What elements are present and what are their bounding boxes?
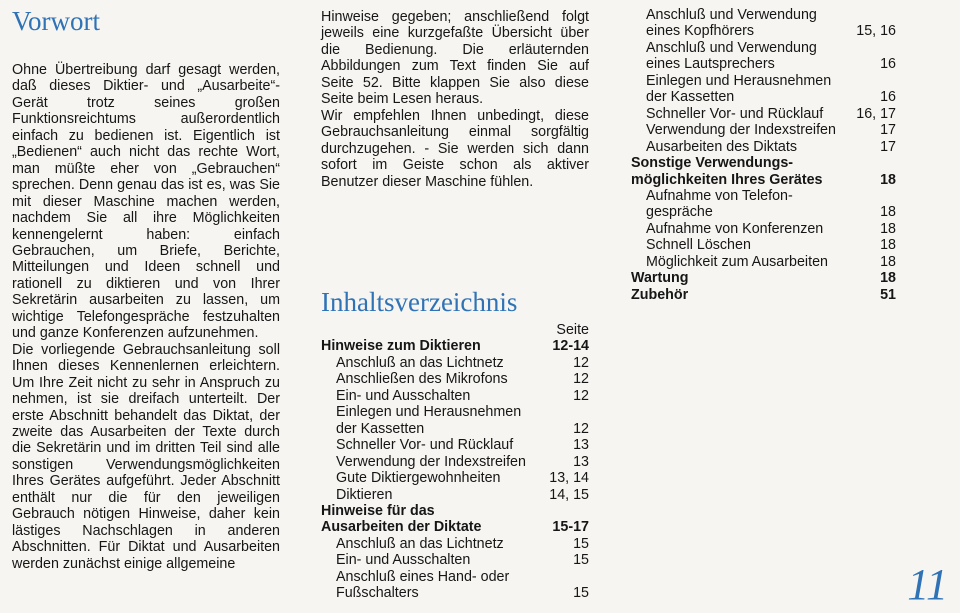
- entry-page: 15, 16: [856, 23, 896, 40]
- contents-entry: [321, 536, 589, 552]
- entry-page: 16: [880, 56, 896, 73]
- entry-title: Einlegen und Herausnehmen der Kassetten: [646, 72, 832, 106]
- foreword-paragraph: Ohne Übertreibung darf gesagt werden, daß dieses Diktier- und „Ausarbeite“-Gerät trotz seines großen Funktionsreichtums außerordentlich einfach zu bedienen ist. Eigentlich ist „Bedienen“ auch nicht das rechte Wort, man müßte eher von „Gebrauchen“ sprechen. Denn genau das ist es, was Sie mit dieser Maschine machen werden, nachdem Sie all ihre Möglichkeiten kennengelernt haben: einfach Gebrauchen, um Briefe, Berichte, Mitteilungen und Ideen schnell und rationell zu diktieren und von Ihrer Sekretärin ausarbeiten zu lassen, um wichtige Telefongespräche festzuhalten und ganze Konferenzen aufzunehmen.: [12, 62, 280, 342]
- section-page: 15-17: [552, 519, 589, 536]
- section-title: Sonstige Verwendungs- möglichkeiten Ihres Gerätes: [631, 155, 823, 188]
- entry-title: Möglichkeit zum Ausarbeiten: [646, 253, 828, 270]
- contents-entry: [321, 404, 589, 437]
- entry-title: Anschluß an das Lichtnetz: [336, 535, 504, 552]
- contents-entry: [321, 552, 589, 568]
- contents-section: [631, 287, 896, 303]
- entry-page: 16, 17: [856, 105, 896, 122]
- section-entries: [321, 355, 589, 503]
- contents-entry: [631, 237, 896, 253]
- entry-page: 13: [573, 453, 589, 470]
- entry-page: 14, 15: [549, 486, 589, 503]
- contents-list: [321, 322, 589, 602]
- entry-title: Schneller Vor- und Rücklauf: [336, 437, 514, 454]
- section-entries: [631, 7, 896, 155]
- contents-entry: [321, 388, 589, 404]
- section-title: Hinweise zum Diktieren: [321, 338, 481, 355]
- entry-title: Aufnahme von Konferenzen: [646, 220, 824, 237]
- right-column: [631, 0, 896, 303]
- entry-title: Anschluß und Verwendung eines Kopfhörers: [646, 7, 817, 40]
- contents-entry: [321, 569, 589, 602]
- page-number: 11: [907, 560, 948, 609]
- entry-page: 13: [573, 437, 589, 454]
- contents-entry: [321, 454, 589, 470]
- entry-page: 12: [573, 387, 589, 404]
- entry-title: Anschließen des Mikrofons: [336, 371, 508, 388]
- entry-title: Anschluß und Verwendung eines Lautsprechers: [646, 39, 817, 73]
- entry-title: Anschluß eines Hand- oder Fußschalters: [336, 568, 510, 602]
- contents-header-row: [321, 322, 589, 338]
- page-column-header: Seite: [556, 321, 589, 338]
- entry-title: Verwendung der Indexstreifen: [336, 453, 526, 470]
- contents-section: [631, 270, 896, 286]
- foreword-continuation: Wir empfehlen Ihnen unbedingt, diese Gebrauchsanleitung einmal sorgfältig durchzugehen. - Sie werden sich dann sofort im Geiste schon als aktiver Benutzer dieser Maschine fühlen.: [321, 107, 589, 190]
- entry-page: 15: [573, 535, 589, 552]
- entry-title: Ausarbeiten des Diktats: [646, 138, 797, 155]
- contents-entry: [321, 470, 589, 486]
- entry-title: Schneller Vor- und Rücklauf: [646, 105, 824, 122]
- entry-title: Schnell Löschen: [646, 237, 751, 254]
- entry-page: 12: [573, 420, 589, 437]
- entry-page: 16: [880, 89, 896, 106]
- entry-title: Verwendung der Indexstreifen: [646, 122, 836, 139]
- section-page: 12-14: [552, 338, 589, 355]
- section-page: 18: [880, 171, 896, 188]
- contents-entry: [631, 106, 896, 122]
- entry-page: 13, 14: [549, 470, 589, 487]
- section-title: Wartung: [631, 270, 689, 287]
- section-title: Zubehör: [631, 286, 689, 303]
- contents-title: Inhaltsverzeichnis: [321, 286, 518, 317]
- contents-entry: [321, 437, 589, 453]
- contents-entry: [321, 487, 589, 503]
- foreword-paragraph: Die vorliegende Gebrauchsanleitung soll Ihnen dieses Kennenlernen erleichtern. Um Ihre Zeit nicht zu sehr in Anspruch zu nehmen, ist sie dreifach unterteilt. Der erste Abschnitt behandelt das Diktat, der zweite das Ausarbeiten der Texte durch die Sekretärin und im dritten Teil sind alle sonstigen Verwendungsmöglichkeiten Ihres Gerätes aufgeführt. Jeder Abschnitt enthält nur die für den jeweiligen Gebrauch nötigen Hinweise, daher kein lästiges Nachschlagen in anderen Abschnitten. Für Diktat und Ausarbeiten werden zunächst einige allgemeine: [12, 341, 280, 572]
- entry-page: 18: [880, 237, 896, 254]
- contents-section: [631, 155, 896, 188]
- foreword-continuation: Hinweise gegeben; anschließend folgt jeweils eine kurzgefaßte Übersicht über die Bedienung. Die erläuternden Abbildungen zum Text finden Sie auf Seite 52. Bitte klappen Sie also diese Seite beim Lesen heraus.: [321, 9, 589, 108]
- entry-page: 18: [880, 220, 896, 237]
- section-page: 51: [880, 286, 896, 303]
- foreword-title: Vorwort: [12, 6, 101, 36]
- entry-title: Diktieren: [336, 486, 393, 503]
- contents-entry: [631, 7, 896, 40]
- contents-entry: [631, 188, 896, 221]
- contents-entry: [631, 254, 896, 270]
- entry-page: 18: [880, 204, 896, 221]
- contents-entry: [631, 122, 896, 138]
- foreword-column: [12, 0, 280, 572]
- entry-title: Ein- und Ausschalten: [336, 387, 471, 404]
- section-page: 18: [880, 270, 896, 287]
- contents-section: [321, 338, 589, 354]
- entry-page: 12: [573, 371, 589, 388]
- contents-entry: [631, 139, 896, 155]
- section-entries: [631, 188, 896, 270]
- contents-entry: [321, 355, 589, 371]
- entry-title: Anschluß an das Lichtnetz: [336, 354, 504, 371]
- entry-title: Einlegen und Herausnehmen der Kassetten: [336, 404, 522, 437]
- entry-title: Gute Diktiergewohnheiten: [336, 470, 501, 487]
- contents-entry: [631, 40, 896, 73]
- entry-page: 12: [573, 354, 589, 371]
- contents-entry: [321, 371, 589, 387]
- entry-title: Ein- und Ausschalten: [336, 552, 471, 569]
- entry-title: Aufnahme von Telefon- gespräche: [646, 187, 793, 221]
- entry-page: 17: [880, 138, 896, 155]
- entry-page: 15: [573, 552, 589, 569]
- contents-list-continued: [631, 7, 896, 303]
- entry-page: 18: [880, 253, 896, 270]
- middle-column: [321, 0, 589, 602]
- contents-entry: [631, 73, 896, 106]
- section-entries: [321, 536, 589, 602]
- section-title: Hinweise für das Ausarbeiten der Diktate: [321, 502, 482, 536]
- contents-section: [321, 503, 589, 536]
- contents-entry: [631, 221, 896, 237]
- entry-page: 17: [880, 122, 896, 139]
- entry-page: 15: [573, 585, 589, 602]
